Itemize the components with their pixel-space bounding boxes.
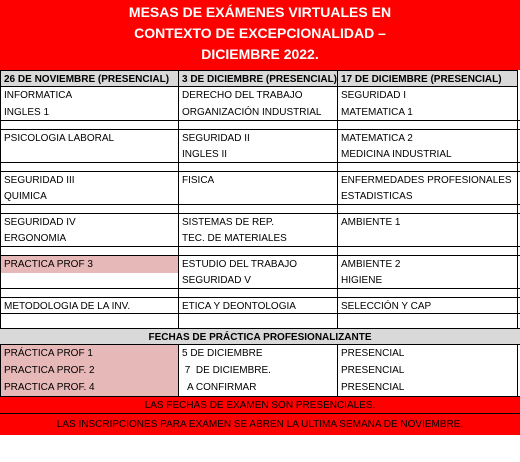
- spacer-cell: [179, 247, 338, 255]
- spacer-row: [0, 247, 520, 255]
- spacer-cell: [179, 314, 338, 328]
- table-cell: AMBIENTE 1: [338, 214, 518, 231]
- spacer-row: [0, 205, 520, 213]
- title-line-1: MESAS DE EXÁMENES VIRTUALES EN: [128, 4, 392, 20]
- table-cell-highlighted: PRACTICA PROF 3: [0, 256, 179, 273]
- table-row: [0, 213, 520, 230]
- table-cell: SEGURIDAD IV: [0, 214, 179, 231]
- spacer-row: [0, 121, 520, 129]
- table-row: [0, 171, 520, 188]
- exam-note-banner: LAS FECHAS DE EXAMEN SON PRESENCIALES.: [0, 396, 520, 413]
- table-cell: [0, 272, 179, 289]
- table-row: [0, 230, 520, 247]
- table-cell: INGLES 1: [0, 104, 179, 121]
- spacer-cell: [179, 163, 338, 171]
- spacer-cell: [0, 314, 179, 328]
- spacer-cell: [179, 205, 338, 213]
- practice-mode: PRESENCIAL: [338, 379, 518, 396]
- practice-date: A CONFIRMAR: [179, 379, 338, 396]
- practice-section-title: FECHAS DE PRÁCTICA PROFESIONALIZANTE: [0, 328, 520, 345]
- practice-mode: PRESENCIAL: [338, 345, 518, 362]
- spacer-cell: [0, 121, 179, 129]
- practice-name: PRACTICA PROF. 2: [0, 362, 179, 379]
- table-cell: MATEMATICA 2: [338, 130, 518, 147]
- practice-name: PRACTICA PROF. 4: [0, 379, 179, 396]
- table-cell: MEDICINA INDUSTRIAL: [338, 146, 518, 163]
- table-cell: TEC. DE MATERIALES: [179, 230, 338, 247]
- table-cell: QUIMICA: [0, 188, 179, 205]
- column-header: 3 DE DICIEMBRE (PRESENCIAL): [179, 70, 338, 87]
- table-cell: ENFERMEDADES PROFESIONALES: [338, 172, 518, 189]
- title-line-2: CONTEXTO DE EXCEPCIONALIDAD –: [134, 25, 386, 41]
- table-row: [0, 379, 520, 396]
- table-cell: ORGANIZACIÓN INDUSTRIAL: [179, 104, 338, 121]
- table-cell: MATEMATICA 1: [338, 104, 518, 121]
- table-cell: DERECHO DEL TRABAJO: [179, 87, 338, 104]
- title-line-3: DICIEMBRE 2022.: [201, 46, 319, 62]
- table-cell: ESTADISTICAS: [338, 188, 518, 205]
- spacer-cell: [0, 247, 179, 255]
- table-row: [0, 255, 520, 272]
- table-cell: [0, 146, 179, 163]
- table-row: [0, 345, 520, 362]
- spacer-cell: [0, 289, 179, 297]
- table-cell: ETICA Y DEONTOLOGIA: [179, 298, 338, 315]
- table-cell: METODOLOGIA DE LA INV.: [0, 298, 179, 315]
- table-cell: ERGONOMIA: [0, 230, 179, 247]
- practice-date: 7 DE DICIEMBRE.: [179, 362, 338, 379]
- spacer-cell: [0, 205, 179, 213]
- spacer-cell: [338, 121, 518, 129]
- registration-note-banner: LAS INSCRIPCIONES PARA EXAMEN SE ABREN LA ULTIMA SEMANA DE NOVIEMBRE.: [0, 413, 520, 435]
- table-cell: [338, 230, 518, 247]
- spacer-cell: [179, 121, 338, 129]
- table-cell: AMBIENTE 2: [338, 256, 518, 273]
- table-row: [0, 129, 520, 146]
- table-cell: INFORMATICA: [0, 87, 179, 104]
- page-title: [0, 0, 520, 70]
- spacer-row: [0, 314, 520, 328]
- spacer-cell: [338, 205, 518, 213]
- practice-date: 5 DE DICIEMBRE: [179, 345, 338, 362]
- spacer-cell: [338, 289, 518, 297]
- table-row: [0, 297, 520, 314]
- table-row: [0, 146, 520, 163]
- table-cell: SEGURIDAD V: [179, 272, 338, 289]
- table-cell: SEGURIDAD III: [0, 172, 179, 189]
- table-row: [0, 362, 520, 379]
- spacer-cell: [179, 289, 338, 297]
- exam-schedule-table: [0, 70, 520, 435]
- table-cell: [179, 188, 338, 205]
- table-row: [0, 104, 520, 121]
- spacer-cell: [338, 314, 518, 328]
- spacer-row: [0, 289, 520, 297]
- column-header: 17 DE DICIEMBRE (PRESENCIAL): [338, 70, 518, 87]
- column-header: 26 DE NOVIEMBRE (PRESENCIAL): [0, 70, 179, 87]
- spacer-cell: [338, 247, 518, 255]
- header-row: [0, 70, 520, 87]
- table-cell: SEGURIDAD I: [338, 87, 518, 104]
- table-cell: SEGURIDAD II: [179, 130, 338, 147]
- table-cell: INGLES II: [179, 146, 338, 163]
- spacer-row: [0, 163, 520, 171]
- table-cell: PSICOLOGIA LABORAL: [0, 130, 179, 147]
- table-cell: FISICA: [179, 172, 338, 189]
- spacer-cell: [338, 163, 518, 171]
- practice-name: PRÁCTICA PROF 1: [0, 345, 179, 362]
- table-row: [0, 272, 520, 289]
- table-cell: SISTEMAS DE REP.: [179, 214, 338, 231]
- table-cell: ESTUDIO DEL TRABAJO: [179, 256, 338, 273]
- table-row: [0, 188, 520, 205]
- table-row: [0, 87, 520, 104]
- practice-mode: PRESENCIAL: [338, 362, 518, 379]
- table-cell: HIGIENE: [338, 272, 518, 289]
- table-cell: SELECCIÓN Y CAP: [338, 298, 518, 315]
- spacer-cell: [0, 163, 179, 171]
